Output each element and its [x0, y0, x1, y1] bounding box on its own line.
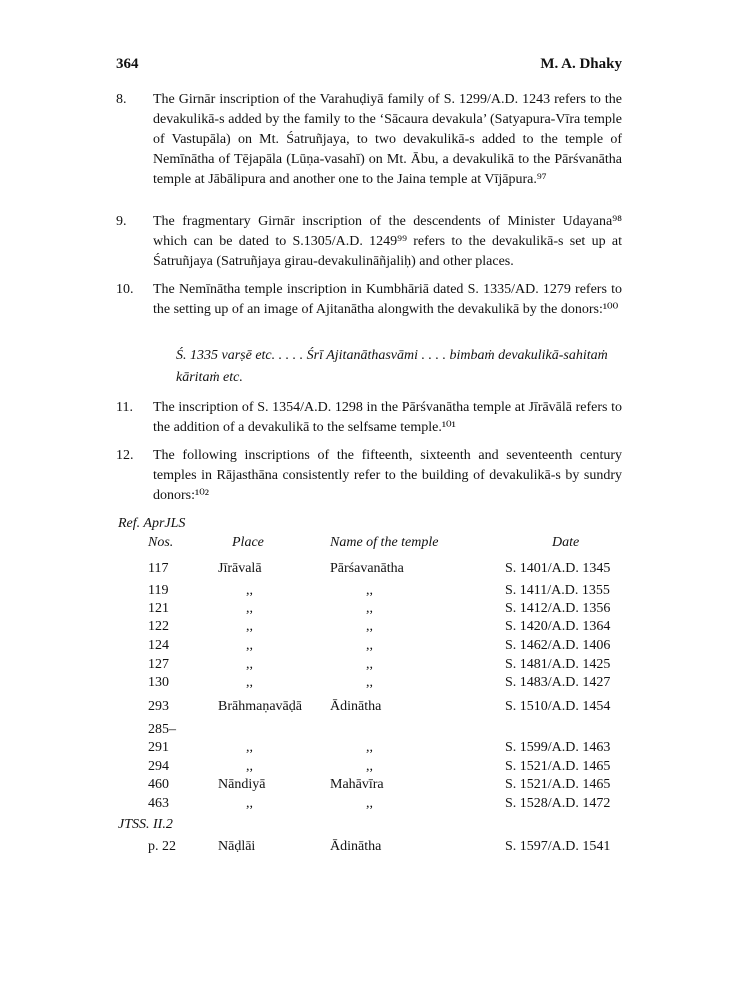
page-header	[116, 56, 622, 80]
cell-temple: Pārśavanātha	[330, 561, 404, 576]
cell-date: S. 1411/A.D. 1355	[505, 583, 610, 598]
cell-no: 119	[148, 583, 169, 598]
cell-no: 294	[148, 759, 169, 774]
item-text: The Girnār inscription of the Varahuḍiyā family of S. 1299/A.D. 1243 refers to the devakulikā-s added by the family to the ‘Sācaura devakula’ (Satyapura-Vīra temple of Vastupāla) on Mt. Śatruñjaya, to two devakulikā-s added to the temple of Nemīnātha of Tējapāla (Lūṇa-vasahī) on Mt. Ābu, a devakulikā to the Pārśvanātha temple at Jābālipura and another one to the Jaina temple at Vījāpura.⁹⁷	[153, 92, 622, 187]
item-text: The Nemīnātha temple inscription in Kumbhāriā dated S. 1335/AD. 1279 refers to the setting up of an image of Ajitanātha alongwith the devakulikā by the donors:¹⁰⁰	[153, 282, 622, 317]
cell-place: Nāndiyā	[218, 777, 266, 792]
cell-place: Nāḍlāi	[218, 839, 256, 854]
item-text: The following inscriptions of the fifteenth, sixteenth and seventeenth century temples in Rājasthāna consistently refer to the building of devakulikā-s by sundry donors:¹⁰²	[153, 448, 622, 503]
cell-date: S. 1597/A.D. 1541	[505, 839, 611, 854]
cell-place: ,,	[246, 638, 253, 653]
item-number: 9.	[116, 214, 127, 229]
cell-date: S. 1528/A.D. 1472	[505, 796, 611, 811]
cell-no: p. 22	[148, 839, 176, 854]
cell-no: 124	[148, 638, 169, 653]
cell-place: Brāhmaṇavāḍā	[218, 699, 302, 714]
cell-place: ,,	[246, 619, 253, 634]
cell-no: 117	[148, 561, 169, 576]
cell-date: S. 1521/A.D. 1465	[505, 759, 611, 774]
cell-no: 460	[148, 777, 169, 792]
cell-no: 127	[148, 657, 169, 672]
item-text: The fragmentary Girnār inscription of the descendents of Minister Udayana⁹⁸ which can be dated to S.1305/A.D. 1249⁹⁹ refers to the devakulikā-s set up at Śatruñjaya (Satruñjaya girau-devakulināñjaliḥ) and other places.	[153, 214, 622, 269]
cell-date: S. 1420/A.D. 1364	[505, 619, 611, 634]
running-author: M. A. Dhaky	[540, 56, 622, 72]
cell-date: S. 1483/A.D. 1427	[505, 675, 611, 690]
item-number: 12.	[116, 448, 134, 463]
cell-date: S. 1521/A.D. 1465	[505, 777, 611, 792]
table-ref-label: Ref. AprJLS	[118, 516, 186, 531]
cell-no: 122	[148, 619, 169, 634]
cell-temple: ,,	[366, 657, 373, 672]
item-number: 8.	[116, 92, 127, 107]
cell-date: S. 1481/A.D. 1425	[505, 657, 611, 672]
cell-place: ,,	[246, 675, 253, 690]
cell-temple: ,,	[366, 619, 373, 634]
cell-date: S. 1412/A.D. 1356	[505, 601, 611, 616]
cell-place: ,,	[246, 796, 253, 811]
cell-date: S. 1599/A.D. 1463	[505, 740, 611, 755]
cell-place: ,,	[246, 657, 253, 672]
inscription-quote: Ś. 1335 varṣē etc. . . . . Śrī Ajitanāthasvāmi . . . . bimbaṁ devakulikā-sahitaṁ kāritaṁ etc.	[176, 348, 608, 385]
cell-place: ,,	[246, 583, 253, 598]
cell-date: S. 1510/A.D. 1454	[505, 699, 611, 714]
cell-temple: Mahāvīra	[330, 777, 384, 792]
cell-date: S. 1401/A.D. 1345	[505, 561, 611, 576]
cell-temple: ,,	[366, 601, 373, 616]
cell-no: 293	[148, 699, 169, 714]
cell-place: ,,	[246, 740, 253, 755]
column-header-date: Date	[552, 535, 580, 550]
cell-temple: ,,	[366, 675, 373, 690]
cell-temple: ,,	[366, 740, 373, 755]
cell-no: 285–	[148, 722, 176, 737]
cell-place: ,,	[246, 601, 253, 616]
cell-no: 463	[148, 796, 169, 811]
cell-place: Jīrāvalā	[218, 561, 262, 576]
item-text: The inscription of S. 1354/A.D. 1298 in the Pārśvanātha temple at Jīrāvālā refers to the addition of a devakulikā to the selfsame temple.¹⁰¹	[153, 400, 622, 435]
cell-no: 121	[148, 601, 169, 616]
cell-no: 291	[148, 740, 169, 755]
column-header-place: Place	[232, 535, 264, 550]
item-number: 10.	[116, 282, 134, 297]
item-number: 11.	[116, 400, 133, 415]
cell-temple: ,,	[366, 638, 373, 653]
cell-temple: Ādinātha	[330, 699, 382, 714]
cell-temple: ,,	[366, 796, 373, 811]
page-number: 364	[116, 56, 139, 72]
table-ref2-label: JTSS. II.2	[118, 817, 173, 832]
cell-place: ,,	[246, 759, 253, 774]
cell-temple: ,,	[366, 583, 373, 598]
cell-date: S. 1462/A.D. 1406	[505, 638, 611, 653]
column-header-nos: Nos.	[148, 535, 174, 550]
cell-no: 130	[148, 675, 169, 690]
cell-temple: ,,	[366, 759, 373, 774]
cell-temple: Ādinātha	[330, 839, 382, 854]
column-header-temple: Name of the temple	[330, 535, 439, 550]
